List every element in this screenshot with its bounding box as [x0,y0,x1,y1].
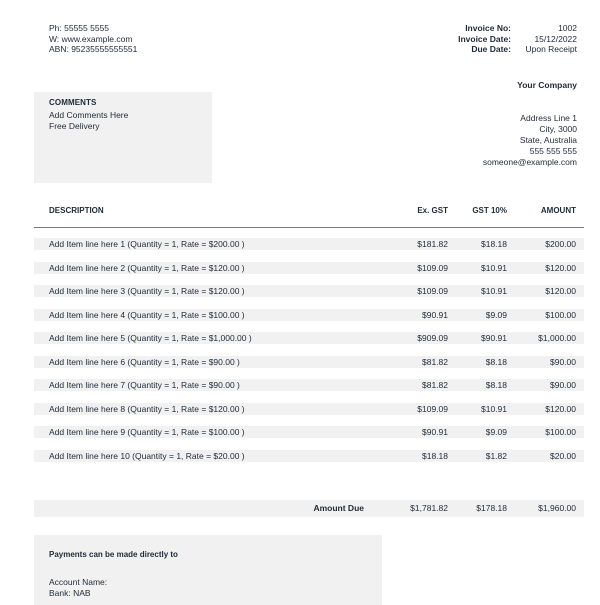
table-row [34,332,584,344]
row-ex-gst: $109.09 [417,403,448,414]
row-amount: $120.00 [545,403,576,414]
contact-details [49,23,137,55]
row-ex-gst: $81.82 [422,356,448,367]
invoice-date-value: 15/12/2022 [534,33,577,44]
email-text: someone@example.com [482,157,577,167]
row-amount: $100.00 [545,427,576,437]
row-amount: $200.00 [545,239,576,249]
row-amount: $90.00 [550,380,576,390]
row-description: Add Item line here 10 (Quantity = 1, Rate = $20.00 ) [49,450,245,461]
account-name-line: Account Name: [49,577,108,587]
row-ex-gst: $18.18 [422,450,448,461]
row-description: Add Item line here 3 (Quantity = 1, Rate = $120.00 ) [49,286,245,296]
comment-line: Add Comments Here [49,110,129,120]
invoice-no-label: Invoice No: [465,23,511,33]
row-gst: $1.82 [485,450,507,461]
address-line: City, 3000 [539,124,577,134]
invoice-meta-table [458,23,577,55]
row-gst: $8.18 [485,356,507,367]
row-ex-gst: $109.09 [417,286,448,296]
header-divider [34,227,584,228]
table-row [34,403,584,415]
row-description: Add Item line here 5 (Quantity = 1, Rate = $1,000.00 ) [49,333,252,343]
due-date-label: Due Date: [471,44,511,54]
company-name: Your Company [517,80,577,90]
total-gst: $178.18 [476,503,507,513]
row-description: Add Item line here 8 (Quantity = 1, Rate = $120.00 ) [49,403,245,414]
row-ex-gst: $81.82 [422,380,448,390]
header-gst: GST 10% [472,206,507,215]
row-description: Add Item line here 7 (Quantity = 1, Rate = $90.00 ) [49,380,240,390]
row-gst: $9.09 [485,309,507,320]
invoice-no-value: 1002 [558,23,577,33]
comments-lines [49,110,128,132]
payments-title: Payments can be made directly to [49,550,178,559]
bank-line: Bank: NAB [49,587,91,598]
header-description: DESCRIPTION [49,206,104,215]
table-row [34,356,584,368]
company-block [483,80,577,168]
row-amount: $20.00 [550,450,576,461]
row-ex-gst: $90.91 [422,309,448,320]
table-row [34,426,584,438]
invoice-no-row [458,23,577,34]
total-ex-gst: $1,781.82 [410,503,448,513]
address-line: 555 555 555 [529,146,577,156]
payments-lines [49,577,107,598]
total-amount: $1,960.00 [538,503,576,513]
invoice-meta [458,23,577,55]
comments-box [34,92,212,183]
row-amount: $90.00 [550,356,576,367]
comments-title: COMMENTS [49,98,97,107]
row-amount: $100.00 [545,309,576,320]
row-description: Add Item line here 4 (Quantity = 1, Rate = $100.00 ) [49,309,245,320]
website-text: W: www.example.com [49,33,133,44]
row-gst: $10.91 [481,286,507,296]
row-gst: $9.09 [485,427,507,437]
row-ex-gst: $181.82 [417,239,448,249]
due-date-row [458,44,577,55]
table-row [34,262,584,274]
row-amount: $1,000.00 [538,333,576,343]
header-ex-gst: Ex. GST [417,206,448,215]
due-date-value: Upon Receipt [525,44,577,54]
table-row [34,285,584,297]
table-row [34,379,584,391]
row-description: Add Item line here 9 (Quantity = 1, Rate = $100.00 ) [49,427,245,437]
row-amount: $120.00 [545,286,576,296]
table-row [34,238,584,250]
invoice-date-row [458,34,577,45]
row-ex-gst: $109.09 [417,262,448,273]
row-gst: $10.91 [481,403,507,414]
row-ex-gst: $90.91 [422,427,448,437]
row-gst: $10.91 [481,262,507,273]
phone-text: Ph: 55555 5555 [49,23,110,33]
row-description: Add Item line here 1 (Quantity = 1, Rate = $200.00 ) [49,239,245,249]
row-gst: $8.18 [485,380,507,390]
row-description: Add Item line here 2 (Quantity = 1, Rate = $120.00 ) [49,262,245,273]
row-gst: $90.91 [481,333,507,343]
total-label: Amount Due [313,503,364,513]
header-amount: AMOUNT [540,206,576,215]
row-amount: $120.00 [545,262,576,273]
abn-text: ABN: 95235555555551 [49,44,138,54]
invoice-date-label: Invoice Date: [458,33,511,44]
items-table-header [34,206,584,220]
company-address [483,113,577,168]
comment-line: Free Delivery [49,121,100,131]
address-line: Address Line 1 [520,113,577,123]
address-line: State, Australia [519,135,577,145]
row-ex-gst: $909.09 [417,333,448,343]
row-description: Add Item line here 6 (Quantity = 1, Rate = $90.00 ) [49,356,240,367]
payments-box [34,535,382,605]
total-row [34,500,584,517]
table-row [34,450,584,462]
row-gst: $18.18 [481,239,507,249]
items-list [34,238,584,473]
table-row [34,309,584,321]
